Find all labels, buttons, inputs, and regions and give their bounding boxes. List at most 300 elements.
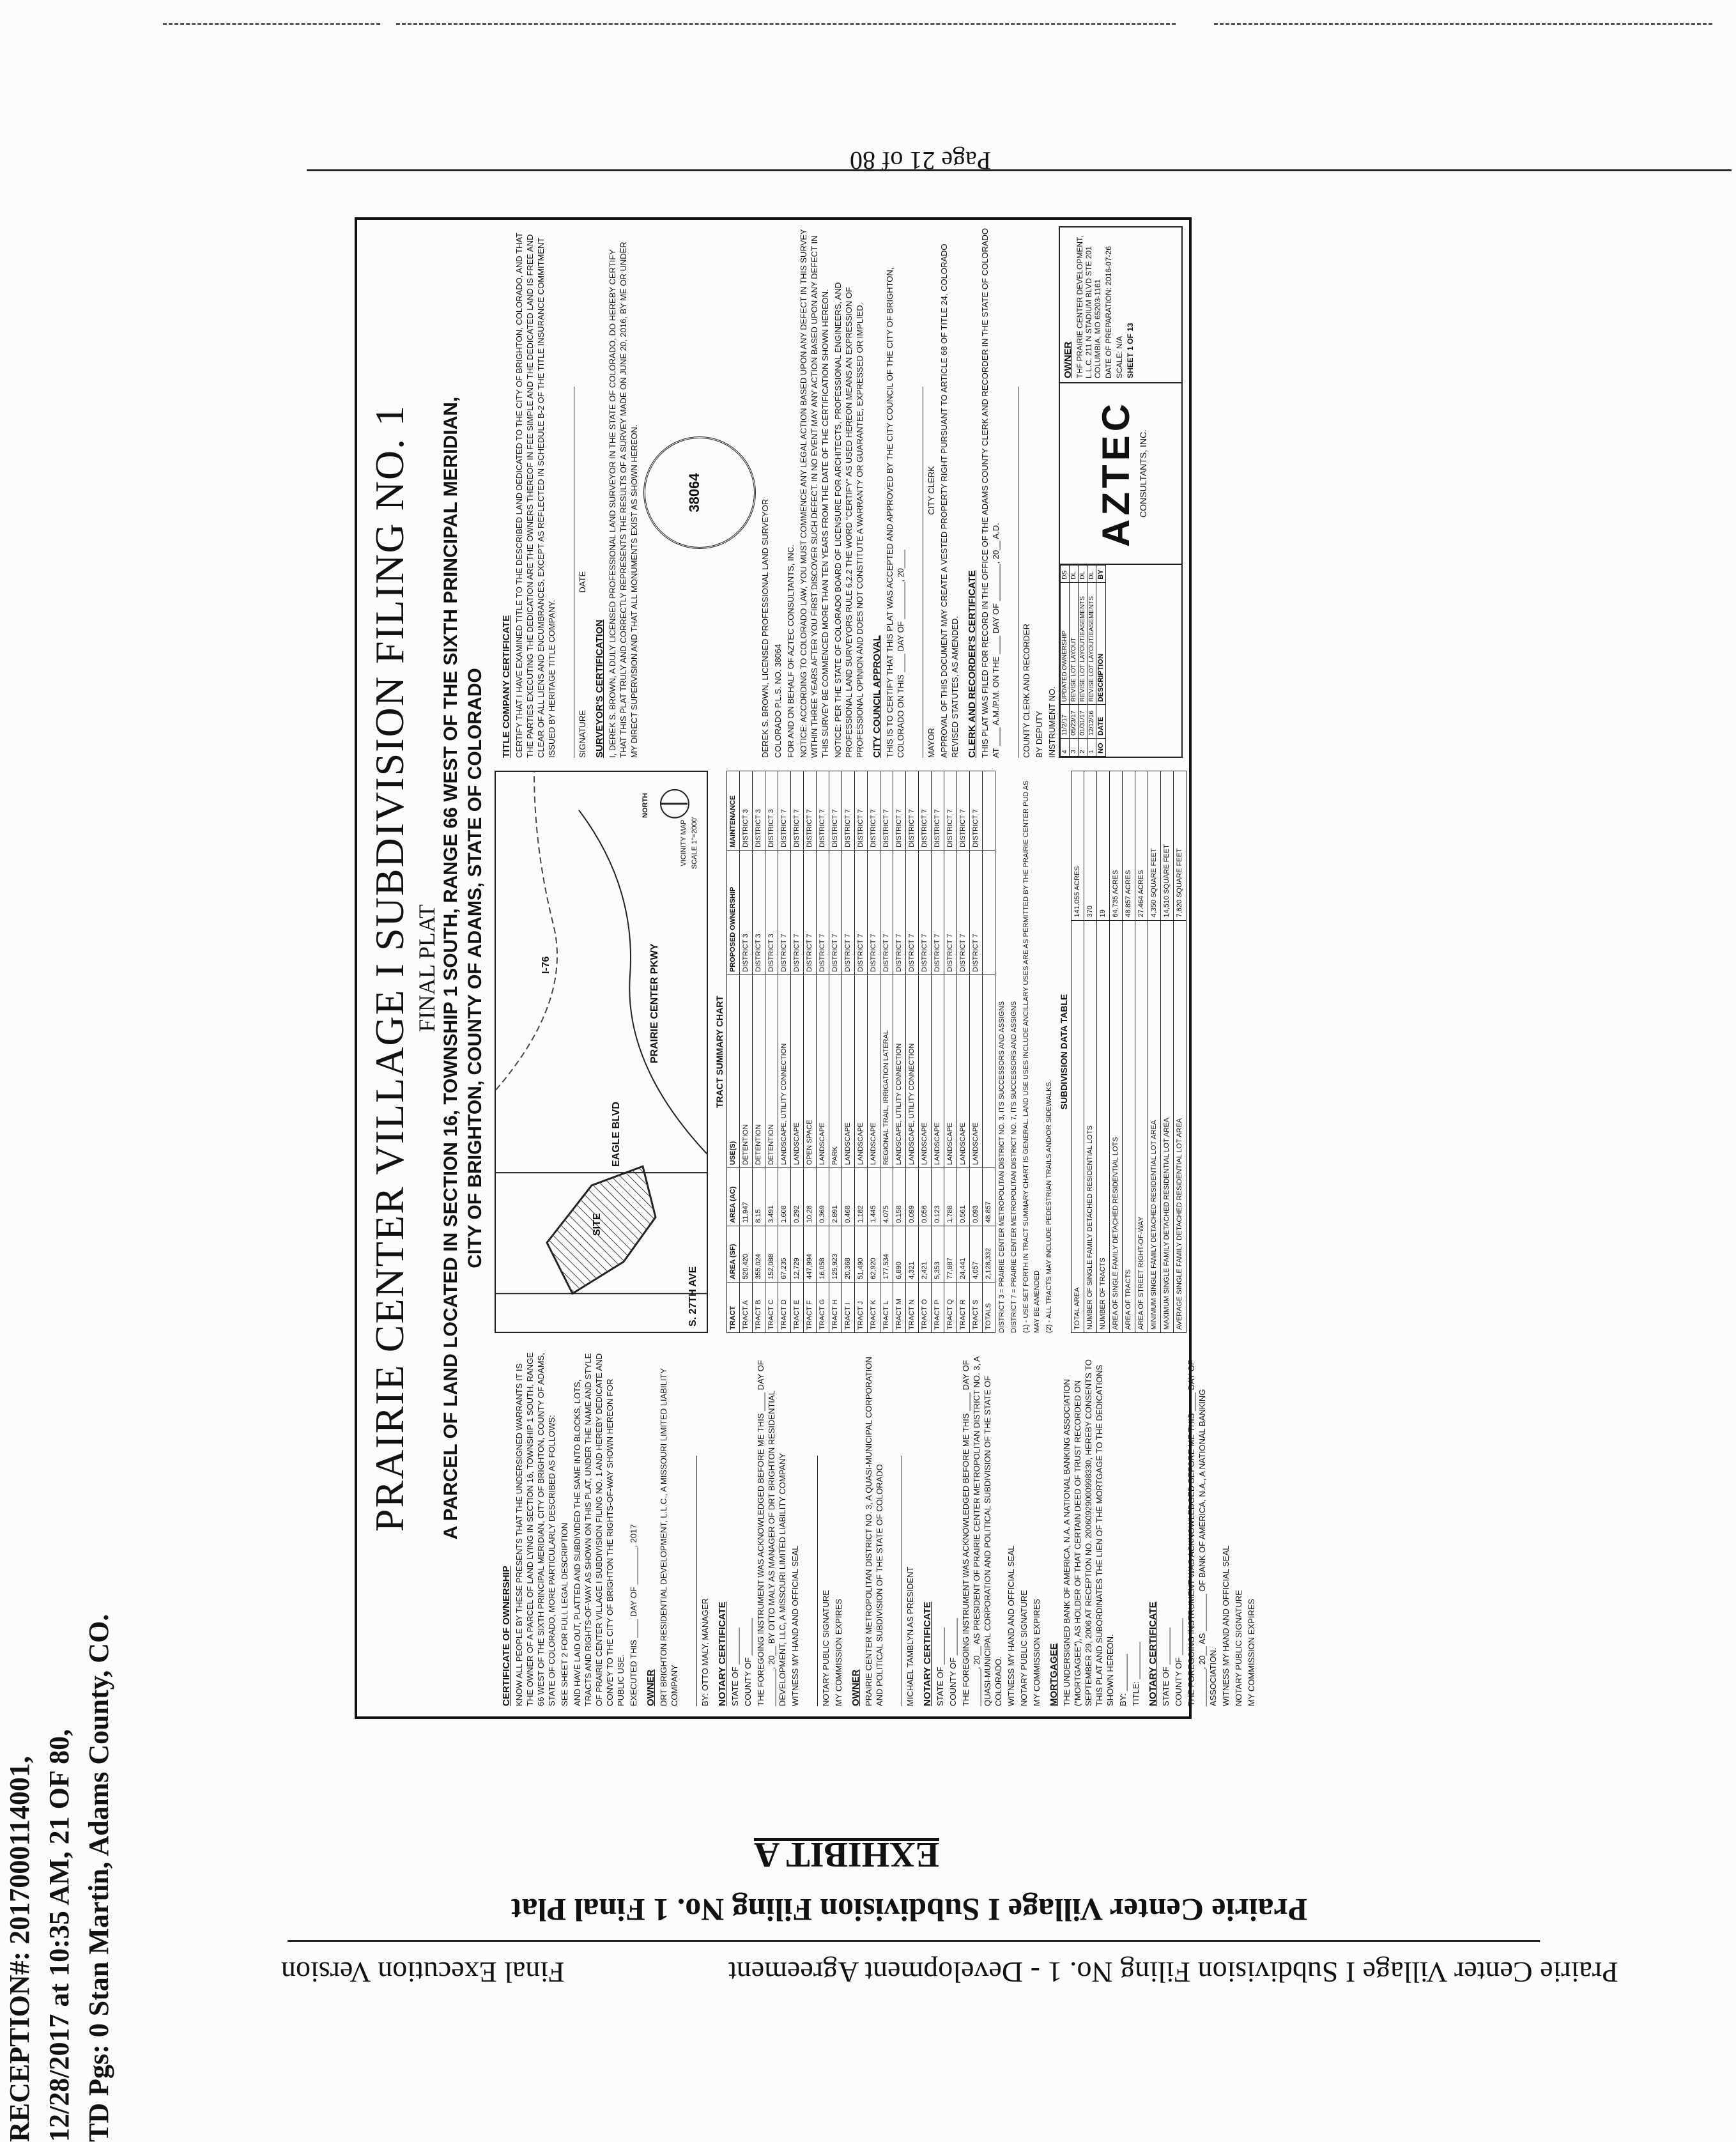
- owner-by: BY: OTTO MALY, MANAGER: [700, 1598, 710, 1706]
- table-cell: 2,421: [919, 1226, 932, 1282]
- table-cell: 141.055 ACRES: [1072, 771, 1084, 921]
- firm-logo: [1060, 382, 1181, 564]
- table-cell: DETENTION: [753, 975, 765, 1168]
- vicinity-map-drawing: [496, 772, 707, 1332]
- revision-cell: REVISE LOT LAYOUT/EASEMENTS: [1079, 582, 1087, 705]
- table-cell: 12,729: [791, 1226, 804, 1282]
- certificates-column: [495, 1348, 1256, 1706]
- table-cell: 447,994: [804, 1226, 817, 1282]
- table-cell: 0.158: [893, 1168, 906, 1226]
- header-rule: [307, 169, 1732, 171]
- table-cell: DISTRICT 7: [919, 771, 932, 851]
- table-row: [804, 771, 817, 1333]
- table-cell: 520,420: [740, 1226, 753, 1282]
- table-cell: 177,534: [880, 1226, 893, 1282]
- table-cell: TRACT O: [919, 1282, 932, 1332]
- table-cell: DISTRICT 3: [740, 850, 753, 975]
- surveyor-name: DEREK S. BROWN, LICENSED PROFESSIONAL LAND SURVEYOR: [760, 498, 770, 758]
- recorder-text: THIS PLAT WAS FILED FOR RECORD IN THE OFFICE OF THE ADAMS COUNTY CLERK AND RECORDER IN THE STATE OF COLORADO AT ____ A.M./P.M. ON THE ____ DAY OF ________, 20__ A.D.: [980, 228, 1001, 758]
- mayor-signature-line: [911, 387, 923, 758]
- recorder-deputy: BY DEPUTY: [1034, 711, 1044, 758]
- revision-block: [1060, 564, 1181, 757]
- table-cell: 77,887: [944, 1226, 957, 1282]
- revision-header-row: [1096, 566, 1106, 757]
- revision-header-cell: BY: [1096, 566, 1106, 583]
- table-cell: 4,350 SQUARE FEET: [1148, 771, 1161, 921]
- seal-number: 38064: [686, 473, 702, 512]
- table-cell: 4.075: [880, 1168, 893, 1226]
- map-and-tables-column: [495, 771, 1181, 1333]
- table-cell: DISTRICT 7: [868, 850, 880, 975]
- table-cell: TRACT Q: [944, 1282, 957, 1332]
- tract-note: DISTRICT 3 = PRAIRIE CENTER METROPOLITAN DISTRICT NO. 3, ITS SUCCESSORS AND ASSIGNS: [998, 1001, 1006, 1333]
- date-value: 2016-07-26: [1104, 246, 1113, 286]
- table-cell: LANDSCAPE, UTILITY CONNECTION: [893, 975, 906, 1168]
- surveyor-notice1: NOTICE: ACCORDING TO COLORADO LAW, YOU MUST COMMENCE ANY LEGAL ACTION BASED UPON ANY DEFECT IN THIS SURVEY WITHIN THREE YEARS AFTER YOU FIRST DISCOVER SUCH DEFECT. IN NO EVENT MAY ANY ACTION BASED UPON ANY DEFECT IN THIS SURVEY BE COMMENCED MORE THAN TEN YEARS FROM THE DATE OF THE CERTIFICATION SHOWN HEREON.: [799, 229, 830, 758]
- table-cell: TRACT H: [829, 1282, 842, 1332]
- table-row: [829, 771, 842, 1333]
- notary2-signature: NOTARY PUBLIC SIGNATURE: [1019, 1590, 1029, 1706]
- table-cell: TRACT L: [880, 1282, 893, 1332]
- owner2-signature-line: [890, 1456, 902, 1706]
- plat-location-line1: A PARCEL OF LAND LOCATED IN SECTION 16, TOWNSHIP 1 SOUTH, RANGE 66 WEST OF THE SIXTH PRINCIPAL MERIDIAN,: [440, 396, 461, 1540]
- table-row: [919, 771, 932, 1333]
- table-cell: DISTRICT 7: [932, 771, 944, 851]
- table-cell: DETENTION: [765, 975, 778, 1168]
- vicinity-note-title: VICINITY MAP: [680, 819, 687, 867]
- table-cell: TOTAL AREA: [1072, 920, 1084, 1332]
- table-cell: LANDSCAPE: [944, 975, 957, 1168]
- tract-summary-table: [726, 771, 995, 1333]
- scan-dash-top-left: [163, 23, 380, 25]
- table-cell: 0.561: [957, 1168, 970, 1226]
- table-row: [740, 771, 753, 1333]
- title-company-signature-label: SIGNATURE: [578, 710, 587, 758]
- table-cell: LANDSCAPE: [868, 975, 880, 1168]
- map-highway-i76: [496, 772, 557, 1090]
- tract-chart-title: TRACT SUMMARY CHART: [714, 996, 725, 1108]
- table-row: [932, 771, 944, 1333]
- label-prairie-center-pkwy: PRAIRIE CENTER PKWY: [649, 943, 660, 1063]
- table-row: [1123, 771, 1135, 1333]
- table-cell: DISTRICT 7: [868, 771, 880, 851]
- sheet-number: SHEET 1 OF 13: [1126, 323, 1135, 378]
- tract-header-cell: TRACT: [727, 1282, 740, 1332]
- table-cell: TRACT G: [817, 1282, 829, 1332]
- table-cell: REGIONAL TRAIL, IRRIGATION LATERAL: [880, 975, 893, 1168]
- revision-table-body: [1061, 566, 1106, 757]
- table-cell: LANDSCAPE, UTILITY CONNECTION: [778, 975, 791, 1168]
- owner-signature-line: [685, 1456, 697, 1706]
- titleblock-owner: [1060, 227, 1181, 382]
- table-row: [880, 771, 893, 1333]
- scan-dash-top-right: [1214, 23, 1712, 25]
- table-cell: [983, 771, 995, 851]
- table-cell: AREA OF STREET RIGHT-OF-WAY: [1135, 920, 1148, 1332]
- mortgagee-title: TITLE: ________: [1131, 1642, 1141, 1706]
- table-cell: OPEN SPACE: [804, 975, 817, 1168]
- table-cell: 16,058: [817, 1226, 829, 1282]
- table-cell: 24,441: [957, 1226, 970, 1282]
- plat-title: PRAIRIE CENTER VILLAGE I SUBDIVISION FILING NO. 1: [367, 404, 412, 1532]
- table-cell: TRACT B: [753, 1282, 765, 1332]
- owner-name: DRT BRIGHTON RESIDENTIAL DEVELOPMENT, L.L.C., A MISSOURI LIMITED LIABILITY COMPANY: [659, 1368, 679, 1706]
- surveyor-notice2: NOTICE: PER THE STATE OF COLORADO BOARD OF LICENSURE FOR ARCHITECTS, PROFESSIONAL ENGINEERS, AND PROFESSIONAL LAND SURVEYORS RULE 6.2.2 THE WORD "CERTIFY" AS USED HEREON MEANS AN EXPRESSION OF PROFESSIONAL OPINION AND DOES NOT CONSTITUTE A WARRANTY OR GUARANTEE, EXPRESSED OR IMPLIED.: [833, 282, 864, 758]
- table-cell: TRACT I: [842, 1282, 855, 1332]
- revision-cell: 12/12/16: [1087, 705, 1096, 739]
- table-cell: DISTRICT 7: [829, 771, 842, 851]
- table-cell: 14,510 SQUARE FEET: [1161, 771, 1174, 921]
- table-cell: [983, 975, 995, 1168]
- ownership-text: KNOW ALL PEOPLE BY THESE PRESENTS THAT THE UNDERSIGNED WARRANTS IT IS THE OWNER OF A PARCEL OF LAND LYING IN SECTION 16, TOWNSHIP 1 SOUTH, RANGE 66 WEST OF THE SIXTH PRINCIPAL MERIDIAN, CITY OF BRIGHTON, COUNTY OF ADAMS, STATE OF COLORADO, MORE PARTICULARLY DESCRIBED AS FOLLOWS:: [514, 1352, 557, 1706]
- exhibit-title: EXHIBIT A: [754, 1835, 939, 1874]
- table-cell: 125,923: [829, 1226, 842, 1282]
- table-row: [970, 771, 983, 1333]
- plat-sheet-rotator: [355, 217, 1256, 1719]
- table-cell: DISTRICT 7: [804, 771, 817, 851]
- table-row: [1135, 771, 1148, 1333]
- revision-header-cell: DESCRIPTION: [1096, 582, 1106, 705]
- table-cell: 3.491: [765, 1168, 778, 1226]
- table-cell: [983, 850, 995, 975]
- tract-header-cell: AREA (AC): [727, 1168, 740, 1226]
- revision-header-cell: NO: [1096, 738, 1106, 756]
- revision-cell: 01/31/17: [1079, 705, 1087, 739]
- table-cell: 5,353: [932, 1226, 944, 1282]
- notary3-signature: NOTARY PUBLIC SIGNATURE: [1234, 1590, 1243, 1706]
- table-cell: DISTRICT 7: [804, 850, 817, 975]
- vicinity-map: [495, 771, 708, 1333]
- title-company-heading: TITLE COMPANY CERTIFICATE: [501, 615, 512, 758]
- table-cell: AREA OF TRACTS: [1123, 920, 1135, 1332]
- table-cell: 67,235: [778, 1226, 791, 1282]
- vicinity-note-scale: SCALE 1"=2000': [691, 817, 698, 870]
- table-cell: DISTRICT 7: [817, 850, 829, 975]
- revision-cell: 11/2/17: [1061, 705, 1070, 739]
- mayor-label: MAYOR: [926, 728, 936, 758]
- plat-sheet: [355, 217, 1256, 1719]
- footer-rule: [288, 1940, 1540, 1942]
- table-cell: AVERAGE SINGLE FAMILY DETACHED RESIDENTIAL LOT AREA: [1174, 920, 1187, 1332]
- notary1-text: THE FOREGOING INSTRUMENT WAS ACKNOWLEDGED BEFORE ME THIS ____ DAY OF ________, 20__ BY OTTO MALY AS MANAGER OF DRT BRIGHTON RESIDENTIAL DEVELOPMENT, LLC, A MISSOURI LIMITED LIABILITY COMPANY: [756, 1360, 787, 1706]
- table-cell: 0.292: [791, 1168, 804, 1226]
- table-cell: 11.947: [740, 1168, 753, 1226]
- scale-label: SCALE: [1115, 353, 1124, 378]
- reception-line-3: TD Pgs: 0 Stan Martin, Adams County, CO.: [83, 1614, 114, 2142]
- table-cell: DISTRICT 7: [932, 850, 944, 975]
- revision-cell: 05/23/17: [1070, 705, 1079, 739]
- surveyor-for: FOR AND ON BEHALF OF AZTEC CONSULTANTS, INC.: [786, 544, 795, 758]
- notary2-heading: NOTARY CERTIFICATE: [922, 1601, 933, 1706]
- table-cell: LANDSCAPE, UTILITY CONNECTION: [906, 975, 919, 1168]
- table-cell: 1.608: [778, 1168, 791, 1226]
- firm-name: AZTEC: [1094, 400, 1137, 547]
- titleblock-scale: SCALE: N/A: [1115, 335, 1124, 378]
- table-cell: TRACT E: [791, 1282, 804, 1332]
- recorder-clerk: COUNTY CLERK AND RECORDER: [1022, 624, 1031, 758]
- tract-header-cell: AREA (SF): [727, 1226, 740, 1282]
- table-cell: 48.857 ACRES: [1123, 771, 1135, 921]
- table-row: [1084, 771, 1097, 1333]
- table-cell: DISTRICT 7: [970, 850, 983, 975]
- table-cell: DISTRICT 7: [842, 850, 855, 975]
- data-table-title: SUBDIVISION DATA TABLE: [1059, 994, 1069, 1110]
- table-cell: LANDSCAPE: [842, 975, 855, 1168]
- table-cell: 355,024: [753, 1226, 765, 1282]
- table-cell: DISTRICT 7: [893, 771, 906, 851]
- table-cell: TRACT S: [970, 1282, 983, 1332]
- notary2-expires: MY COMMISSION EXPIRES: [1032, 1598, 1041, 1706]
- notary2-state: STATE OF ________: [935, 1627, 945, 1706]
- table-cell: DETENTION: [740, 975, 753, 1168]
- table-cell: TOTALS: [983, 1282, 995, 1332]
- tract-table-header-row: [727, 771, 740, 1333]
- table-cell: LANDSCAPE: [817, 975, 829, 1168]
- firm-sub: CONSULTANTS, INC.: [1137, 429, 1148, 518]
- city-council-signers: [926, 227, 937, 758]
- table-cell: 0.099: [906, 1168, 919, 1226]
- table-cell: TRACT A: [740, 1282, 753, 1332]
- title-company-text: CERTIFY THAT I HAVE EXAMINED TITLE TO THE DESCRIBED LAND DEDICATED TO THE CITY OF BRIGHTON, COLORADO, AND THAT THE PARTIES EXECUTING THE DEDICATION ARE THE OWNERS THEREOF IN FEE SIMPLE AND THE DEDICATED LAND IS FREE AND CLEAR OF ALL LIENS AND ENCUMBRANCES, EXCEPT AS REFLECTED IN SCHEDULE B-2 OF THE TITLE INSURANCE COMMITMENT ISSUED BY HERITAGE TITLE COMPANY.: [514, 233, 557, 758]
- table-cell: DISTRICT 7: [791, 771, 804, 851]
- table-cell: DISTRICT 3: [740, 771, 753, 851]
- label-eagle-blvd: EAGLE BLVD: [611, 1102, 622, 1167]
- table-cell: LANDSCAPE: [855, 975, 868, 1168]
- owner2-heading: OWNER: [850, 1669, 861, 1706]
- mortgagee-heading: MORTGAGEE: [1049, 1643, 1059, 1706]
- revision-row: [1061, 566, 1070, 757]
- tract-notes: [997, 771, 1055, 1333]
- table-cell: DISTRICT 3: [753, 771, 765, 851]
- table-cell: DISTRICT 7: [944, 771, 957, 851]
- surveyor-seal: [643, 436, 756, 549]
- tract-note: (2) - ALL TRACTS MAY INCLUDE PEDESTRIAN TRAILS AND/OR SIDEWALKS.: [1045, 1080, 1053, 1333]
- table-cell: DISTRICT 3: [753, 850, 765, 975]
- reception-line-1: RECEPTION#: 2017000114001,: [4, 1756, 35, 2142]
- table-cell: DISTRICT 7: [817, 771, 829, 851]
- table-cell: 64.735 ACRES: [1110, 771, 1123, 921]
- table-cell: DISTRICT 7: [970, 771, 983, 851]
- table-cell: DISTRICT 3: [765, 771, 778, 851]
- table-cell: 1.445: [868, 1168, 880, 1226]
- table-cell: AREA OF SINGLE FAMILY DETACHED RESIDENTIAL LOTS: [1110, 920, 1123, 1332]
- revision-cell: DL: [1087, 566, 1096, 583]
- table-cell: TRACT N: [906, 1282, 919, 1332]
- table-cell: 4,057: [970, 1226, 983, 1282]
- scan-dash-top-middle: [396, 23, 1176, 25]
- table-cell: DISTRICT 7: [880, 850, 893, 975]
- table-row: [944, 771, 957, 1333]
- dedication-text: AND HAVE LAID OUT, PLATTED AND SUBDIVIDED THE SAME INTO BLOCKS, LOTS, TRACTS AND RIGHTS-OF-WAY AS SHOWN ON THIS PLAT, UNDER THE NAME AND STYLE OF PRAIRIE CENTER VILLAGE I SUBDIVISION FILING NO. 1 AND HEREBY DEDICATE AND CONVEY TO THE CITY OF BRIGHTON THE RIGHTS-OF-WAY SHOWN HEREON FOR PUBLIC USE.: [572, 1353, 626, 1706]
- city-council-text: THIS IS TO CERTIFY THAT THIS PLAT WAS ACCEPTED AND APPROVED BY THE CITY COUNCIL OF THE CITY OF BRIGHTON, COLORADO ON THIS ____ DAY OF ________, 20____: [885, 267, 905, 758]
- table-cell: 19: [1097, 771, 1110, 921]
- notary1-expires: MY COMMISSION EXPIRES: [834, 1598, 843, 1706]
- revision-cell: 3: [1070, 738, 1079, 756]
- table-cell: 51,490: [855, 1226, 868, 1282]
- table-row: [1097, 771, 1110, 1333]
- table-cell: LANDSCAPE: [957, 975, 970, 1168]
- table-row: [1148, 771, 1161, 1333]
- table-row: [765, 771, 778, 1333]
- mortgagee-text: THE UNDERSIGNED BANK OF AMERICA, N.A. A NATIONAL BANKING ASSOCIATION ("MORTGAGEE"), AS HOLDER OF THAT CERTAIN DEED OF TRUST RECORDED ON SEPTEMBER 29, 2006 AT RECEPTION NO. 20060929000998330, HEREBY CONSENTS TO THIS PLAT AND SUBORDINATES THE LIEN OF THE MORTGAGE TO THE DEDICATIONS SHOWN HEREON.: [1062, 1359, 1115, 1706]
- reception-line-2: 12/28/2017 at 10:35 AM, 21 OF 80,: [43, 1729, 75, 2142]
- owner-heading: OWNER: [645, 1669, 656, 1706]
- table-cell: LANDSCAPE: [932, 975, 944, 1168]
- table-cell: 2.891: [829, 1168, 842, 1226]
- revision-row: [1087, 566, 1096, 757]
- see-sheet-note: SEE SHEET 2 FOR FULL LEGAL DESCRIPTION: [560, 1522, 569, 1706]
- vested-rights-text: APPROVAL OF THIS DOCUMENT MAY CREATE A VESTED PROPERTY RIGHT PURSUANT TO ARTICLE 68 OF TITLE 24, COLORADO REVISED STATUTES, AS AMENDED.: [939, 243, 960, 758]
- recorder-instrument: INSTRUMENT NO.: [1047, 686, 1057, 758]
- table-row: [855, 771, 868, 1333]
- notary1-state: STATE OF ________: [730, 1627, 740, 1706]
- table-cell: 370: [1084, 771, 1097, 921]
- title-company-signature-line: [562, 387, 574, 758]
- revision-header-cell: DATE: [1096, 705, 1106, 739]
- revision-cell: 2: [1079, 738, 1087, 756]
- titleblock-owner-heading: OWNER: [1063, 341, 1073, 378]
- table-cell: TRACT C: [765, 1282, 778, 1332]
- tract-header-cell: USE(S): [727, 975, 740, 1168]
- table-cell: LANDSCAPE: [919, 975, 932, 1168]
- table-cell: MINIMUM SINGLE FAMILY DETACHED RESIDENTIAL LOT AREA: [1148, 920, 1161, 1332]
- table-cell: 0.123: [932, 1168, 944, 1226]
- title-company-signature: [577, 227, 588, 758]
- notary3-heading: NOTARY CERTIFICATE: [1148, 1601, 1158, 1706]
- revision-cell: DL: [1070, 566, 1079, 583]
- table-row: [817, 771, 829, 1333]
- title-block: [1059, 226, 1183, 758]
- table-cell: 27.464 ACRES: [1135, 771, 1148, 921]
- revision-cell: REVISE LOT LAYOUT/EASEMENTS: [1087, 582, 1096, 705]
- table-cell: 48.857: [983, 1168, 995, 1226]
- revision-cell: 1: [1087, 738, 1096, 756]
- city-council-heading: CITY COUNCIL APPROVAL: [872, 635, 882, 758]
- table-cell: DISTRICT 7: [778, 850, 791, 975]
- table-cell: DISTRICT 7: [855, 850, 868, 975]
- table-row: [753, 771, 765, 1333]
- exhibit-subtitle: Prairie Center Village I Subdivision Filing No. 1 Final Plat: [511, 1892, 1308, 1928]
- table-cell: 10.28: [804, 1168, 817, 1226]
- table-row: [1110, 771, 1123, 1333]
- table-cell: 20,368: [842, 1226, 855, 1282]
- tract-table-body: [740, 771, 995, 1333]
- label-i76: I-76: [541, 956, 551, 974]
- mortgagee-by: BY: ________: [1118, 1654, 1128, 1706]
- table-row: [983, 771, 995, 1333]
- tract-header-cell: MAINTENANCE: [727, 771, 740, 851]
- notary3-text: THE FOREGOING INSTRUMENT WAS ACKNOWLEDGED BEFORE ME THIS ____ DAY OF ________, 20__ AS ________ OF BANK OF AMERICA, N.A., A NATIONAL BANKING ASSOCIATION.: [1187, 1360, 1218, 1706]
- title-company-date-label: DATE: [578, 571, 587, 593]
- table-cell: 0.056: [919, 1168, 932, 1226]
- notary2-witness: WITNESS MY HAND AND OFFICIAL SEAL: [1006, 1545, 1016, 1706]
- table-cell: TRACT K: [868, 1282, 880, 1332]
- subdivision-data-table: [1071, 771, 1187, 1333]
- table-row: [868, 771, 880, 1333]
- notary1-signature-line: [806, 1456, 818, 1706]
- revision-cell: DS: [1061, 566, 1070, 583]
- table-cell: DISTRICT 7: [906, 771, 919, 851]
- table-row: [1161, 771, 1174, 1333]
- plat-location-line2: CITY OF BRIGHTON, COUNTY OF ADAMS, STATE OF COLORADO: [465, 668, 486, 1268]
- label-north: NORTH: [641, 792, 649, 818]
- table-cell: DISTRICT 7: [957, 771, 970, 851]
- ownership-heading: CERTIFICATE OF OWNERSHIP: [501, 1566, 512, 1706]
- table-row: [842, 771, 855, 1333]
- revision-cell: DL: [1079, 566, 1087, 583]
- recorder-heading: CLERK AND RECORDER'S CERTIFICATE: [967, 570, 978, 758]
- page-number: Page 21 of 80: [850, 146, 992, 175]
- table-cell: PARK: [829, 975, 842, 1168]
- recorder-signature-line: [1006, 387, 1018, 758]
- table-cell: TRACT D: [778, 1282, 791, 1332]
- table-cell: 0.369: [817, 1168, 829, 1226]
- owner2-president: MICHAEL TAMBLYN AS PRESIDENT: [905, 1566, 915, 1706]
- table-row: [957, 771, 970, 1333]
- table-cell: DISTRICT 3: [765, 850, 778, 975]
- label-site: SITE: [592, 1213, 603, 1236]
- table-cell: DISTRICT 7: [855, 771, 868, 851]
- notary1-signature: NOTARY PUBLIC SIGNATURE: [821, 1590, 831, 1706]
- notary3-witness: WITNESS MY HAND AND OFFICIAL SEAL: [1221, 1545, 1231, 1706]
- tract-note: (1) - USE SET FORTH IN TRACT SUMMARY CHART IS GENERAL. LAND USE USES INCLUDE ANCILLARY USES ARE AS PERMITTED BY THE PRAIRIE CENTER PUD AS MAY BE AMENDED: [1022, 780, 1041, 1333]
- table-cell: 6,890: [893, 1226, 906, 1282]
- notary3-expires: MY COMMISSION EXPIRES: [1247, 1598, 1256, 1706]
- table-cell: LANDSCAPE: [791, 975, 804, 1168]
- table-cell: DISTRICT 7: [944, 850, 957, 975]
- table-cell: TRACT F: [804, 1282, 817, 1332]
- table-cell: DISTRICT 7: [791, 850, 804, 975]
- vicinity-note: [679, 817, 700, 869]
- titleblock-date: DATE OF PREPARATION: 2016-07-26: [1104, 246, 1113, 378]
- table-cell: DISTRICT 7: [906, 850, 919, 975]
- table-cell: DISTRICT 7: [842, 771, 855, 851]
- plat-subtitle: FINAL PLAT: [414, 904, 440, 1032]
- table-row: [1072, 771, 1084, 1333]
- table-cell: 1.182: [855, 1168, 868, 1226]
- data-table-body: [1072, 771, 1187, 1333]
- revision-cell: UPDATED OWNERSHIP: [1061, 582, 1070, 705]
- revision-cell: 4: [1061, 738, 1070, 756]
- table-cell: DISTRICT 7: [880, 771, 893, 851]
- label-27th-ave: S. 27TH AVE: [687, 1266, 698, 1327]
- executed-line: EXECUTED THIS ____ DAY OF ________, 2017: [629, 1524, 638, 1706]
- table-row: [1174, 771, 1187, 1333]
- surveyor-pls: COLORADO P.L.S. NO. 38064: [773, 643, 783, 758]
- owner2-name: PRAIRIE CENTER METROPOLITAN DISTRICT NO. 3, A QUASI-MUNICIPAL CORPORATION AND POLITICAL SUBDIVISION OF THE STATE OF COLORADO: [864, 1357, 884, 1706]
- table-cell: TRACT M: [893, 1282, 906, 1332]
- reception-stamp: [0, 1516, 119, 2142]
- table-cell: TRACT J: [855, 1282, 868, 1332]
- tract-note: DISTRICT 7 = PRAIRIE CENTER METROPOLITAN DISTRICT NO. 7, ITS SUCCESSORS AND ASSIGNS: [1010, 1001, 1018, 1333]
- table-row: [778, 771, 791, 1333]
- scale-value: N/A: [1115, 335, 1124, 349]
- table-cell: DISTRICT 7: [919, 850, 932, 975]
- table-row: [906, 771, 919, 1333]
- notary3-state: STATE OF ________: [1161, 1627, 1171, 1706]
- surveyor-text: I, DEREK S. BROWN, A DULY LICENSED PROFESSIONAL LAND SURVEYOR IN THE STATE OF COLORADO, DO HEREBY CERTIFY THAT THIS PLAT TRULY AND CORRECTLY REPRESENTS THE RESULTS OF A SURVEY MADE ON JUNE 20, 2016, BY ME OR UNDER MY DIRECT SUPERVISION AND THAT ALL MONUMENTS EXIST AS SHOWN HEREON.: [608, 242, 639, 758]
- notary1-heading: NOTARY CERTIFICATE: [717, 1601, 728, 1706]
- notary2-county: COUNTY OF ________: [948, 1618, 958, 1706]
- notary1-witness: WITNESS MY HAND AND OFFICIAL SEAL: [790, 1545, 800, 1706]
- table-cell: 7,620 SQUARE FEET: [1174, 771, 1187, 921]
- revision-table: [1060, 565, 1106, 757]
- table-cell: DISTRICT 7: [778, 771, 791, 851]
- footer-agreement: Prairie Center Village I Subdivision Filing No. 1 - Development Agreement: [728, 1956, 1618, 1989]
- table-cell: 0.468: [842, 1168, 855, 1226]
- table-cell: TRACT P: [932, 1282, 944, 1332]
- revision-row: [1070, 566, 1079, 757]
